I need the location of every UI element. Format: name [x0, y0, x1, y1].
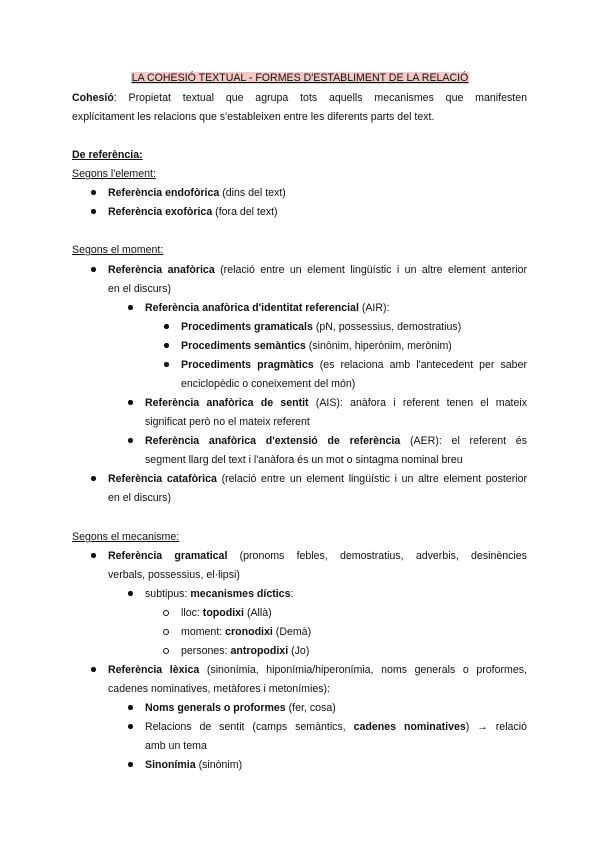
list-item: Procediments pragmàtics (es relaciona amb l'antecedent per saber: [181, 359, 527, 371]
intro-term: Cohesió: [72, 92, 114, 104]
list-item-cont: en el discurs): [108, 492, 171, 504]
bullet-disc: [91, 209, 96, 214]
heading-segons-moment: Segons el moment:: [72, 244, 164, 256]
list-item: subtipus: mecanismes díctics:: [145, 588, 294, 600]
bullet-disc: [91, 267, 96, 272]
bullet-circle: [163, 610, 169, 616]
heading-segons-mecanisme: Segons el mecanisme:: [72, 531, 180, 543]
list-item: Referència anafòrica d'extensió de referència (AER): el referent és: [145, 435, 527, 447]
list-item: Referència exofòrica (fora del text): [108, 206, 278, 218]
bullet-disc: [91, 667, 96, 672]
bullet-disc: [91, 190, 96, 195]
bullet-disc: [164, 343, 169, 348]
list-item-cont: significat però no el mateix referent: [145, 416, 310, 428]
list-item: Referència endofòrica (dins del text): [108, 187, 286, 199]
intro-line-2: explícitament les relacions que s'estableixen entre les diferents parts del text.: [72, 111, 435, 123]
list-item: Referència anafòrica d'identitat referencial (AIR):: [145, 302, 390, 314]
list-item-cont: verbals, possessius, el·lipsi): [108, 569, 240, 581]
list-item-cont: cadenes nominatives, metàfores i metonímies):: [108, 683, 330, 695]
bullet-disc: [128, 591, 133, 596]
bullet-disc: [128, 705, 133, 710]
list-item: Referència lèxica (sinonímia, hiponímia/hiperonímia, noms generals o proformes,: [108, 664, 527, 676]
list-item: persones: antropodixi (Jo): [181, 645, 310, 657]
bullet-disc: [164, 324, 169, 329]
bullet-disc: [128, 438, 133, 443]
section-heading-referencia: De referència:: [72, 149, 143, 161]
list-item: Referència anafòrica (relació entre un element lingüístic i un altre element anterior: [108, 264, 527, 276]
list-item: moment: cronodixi (Demà): [181, 626, 312, 638]
bullet-disc: [164, 362, 169, 367]
bullet-disc: [128, 724, 133, 729]
list-item-cont: amb un tema: [145, 740, 207, 752]
list-item: Relacions de sentit (camps semàntics, cadenes nominatives) → relació: [145, 721, 527, 733]
page-title: LA COHESIÓ TEXTUAL - FORMES D'ESTABLIMENT DE LA RELACIÓ: [131, 72, 469, 84]
list-item: Procediments gramaticals (pN, possessius, demostratius): [181, 321, 462, 333]
list-item: Noms generals o proformes (fer, cosa): [145, 702, 336, 714]
list-item: Referència gramatical (pronoms febles, demostratius, adverbis, desinències: [108, 550, 527, 562]
list-item: Procediments semàntics (sinònim, hiperònim, merònim): [181, 340, 452, 352]
list-item: Referència anafòrica de sentit (AIS): anàfora i referent tenen el mateix: [145, 397, 527, 409]
bullet-disc: [128, 762, 133, 767]
bullet-circle: [163, 648, 169, 654]
bullet-disc: [128, 305, 133, 310]
list-item: Referència catafòrica (relació entre un element lingüístic i un altre element posterior: [108, 473, 528, 485]
intro-line-1: Cohesió: Propietat textual que agrupa tots aquells mecanismes que manifesten: [72, 92, 527, 104]
bullet-disc: [91, 553, 96, 558]
bullet-disc: [91, 476, 96, 481]
bullet-disc: [128, 400, 133, 405]
list-item-cont: segment llarg del text i l'anàfora és un mot o sintagma nominal breu: [145, 454, 463, 466]
list-item: lloc: topodixi (Allà): [181, 607, 272, 619]
bullet-circle: [163, 629, 169, 635]
list-item: Sinonímia (sinònim): [145, 759, 243, 771]
list-item-cont: en el discurs): [108, 283, 171, 295]
list-item-cont: enciclopèdic o coneixement del món): [181, 378, 356, 390]
heading-segons-element: Segons l'element:: [72, 168, 156, 180]
